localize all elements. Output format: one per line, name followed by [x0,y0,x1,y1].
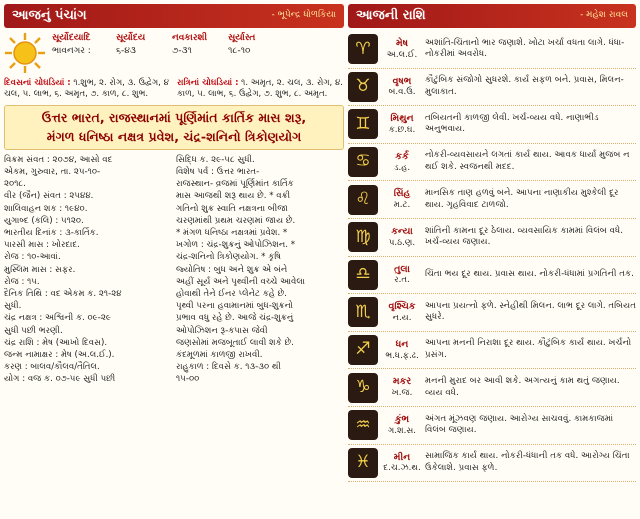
sun-icon [4,32,46,74]
panchang-line: યુગાબ્દ (કલિ) : ૫૧૨૦. [4,215,84,226]
panchang-line: હોવાથી તેને ઈનર પ્લેનેટ કહે છે. [176,288,288,299]
rashi-name: તુલા [394,263,410,275]
rashi-prediction: અંગત મૂંઝવણ જણાય. આરોગ્ય સાચવવું. કામકાજમાં વિલંબ જણાય. [425,413,614,436]
panchang-line: કરણ : બાલવ/કૌલવ/તૈતિલ. [4,362,100,373]
times-head-4: સૂર્યાસ્ત [228,33,256,43]
panchang-line: * મંગળ ધનિષ્ઠા નક્ષત્રમાં પ્રવેશ. * [176,227,288,238]
panchang-line: યોગ : વજ ક. ૦૭-૫૯ સુધી પછી [4,374,116,385]
panchang-line: ચંદ્ર નક્ષત્ર : અશ્વિની ક. ૦૯-૨૯ [4,313,111,324]
rashi-letters: બ.વ.ઉ. [388,87,416,98]
rashi-row [348,407,636,445]
rashi-letters: દ.ચ.ઝ.થ. [383,463,421,474]
choghadiya-block [4,78,344,99]
rashi-name-block [381,452,423,475]
night-choghadiya [177,78,344,99]
rashi-name: કર્ક [395,150,409,162]
panchang-body [4,154,344,386]
panchang-section [4,4,344,515]
rashi-name-block [381,151,423,174]
times-head-2: સૂર્યોદય [116,33,146,43]
panchang-line: પારસી માસ : ખોરદાદ. [4,240,80,251]
rashi-row [348,144,636,182]
panchang-column-a [4,154,170,386]
lion-icon: ♌ [348,185,378,215]
panchang-line: માસ આજથી શરૂ થાય છે. * વક્રી [176,191,291,202]
day-choghadiya-label: દિવસનાં ચોઘડિયાં : [4,78,71,88]
panchang-line: રોજ : ૧૦-આવાં. [4,252,61,263]
panchang-line: ચંદ્ર રાશિ : મેષ (આખો દિવસ). [4,337,108,348]
rashi-name-block [381,226,423,249]
rashi-name-block [381,38,423,61]
panchang-line: મુસ્લિમ માસ : સફર. [4,264,76,275]
panchang-line: ચંદ્ર-શનિનો ત્રિકોણયોગ. * કૃષિ [176,252,282,263]
panchang-line: જણસોમાં મજબૂતાઈ લાવી શકે છે. [176,337,294,348]
rashi-row [348,31,636,69]
night-choghadiya-text: ૧. અમૃત, ૨. ચલ, ૩. રોગ, ૪. કાળ, ૫. લાભ, ૬. ઉદ્વેગ, ૭. શુભ, ૮. અમૃત. [177,78,343,99]
panchang-line: શાલિવાહન શક : ૧૯૪૦. [4,203,88,214]
panchang-header [4,4,344,28]
panchang-line: સુધી પછી ભરણી. [4,325,63,336]
rashi-row [348,294,636,332]
rashi-row [348,332,636,370]
times-city: ભાવનગર : [52,46,91,57]
rashi-letters: ગ.શ.સ. [387,425,417,436]
crab-icon: ♋ [348,147,378,177]
rashi-row [348,106,636,144]
rashi-prediction: શાંતિની કામના દૂર ઠેલાય. વ્યવસાયિક કામમાં વિલંબ વધે. ખર્ચ-વ્યય જણાય. [425,225,624,248]
panchang-line: ગતિનો શુક્ર સ્વાતિ નક્ષત્રના બીજા [176,203,288,214]
rashi-prediction: આપના મનની નિરાશા દૂર થાય. કૌટુંબિક કાર્ય થાય. ખર્ચનો પ્રસંગ. [425,338,632,361]
panchang-line: રાજસ્થાન- વ્રજમાં પૂર્ણિમાંત કાર્તિક [176,179,294,190]
times-head-1: સૂર્યોદયાદિ [52,33,91,43]
rashi-header [348,4,636,28]
rashi-prediction: અશાંતિ-ચિંતાનો ભાર જણાશે. ખોટા ખર્ચા વધતા લાગે. ધંધા-નોકરીમાં અવરોધ. [425,37,625,60]
panchang-line: ઓપોઝિશન રૂ-કપાસ જેવી [176,325,268,336]
panchang-author: - ભૂપેન્દ્ર ધોળકિયા [271,10,336,21]
rashi-prediction: માનસિક તાણ હળવું બને. આપના નાણાકીય મુશ્કેલી દૂર થાય. ગૃહવિવાદ ટાળજો. [425,187,619,210]
panchang-line: વિશેષ પર્વ : ઉત્તર ભારત- [176,166,260,177]
rashi-name: ધન [395,338,409,350]
rashi-prediction: આપના પ્રયત્નો ફળે. સ્નેહીથી મિલન. લાભ દૂર લાગે. તબિયત સુધરે. [425,300,636,323]
rashi-letters: ર.ત. [394,275,410,286]
sun-times-table [46,32,344,76]
sun-times-block [4,32,344,76]
rashi-letters: મ.ટ. [393,200,411,211]
day-choghadiya [4,78,171,99]
rashi-row [348,257,636,295]
ram-icon: ♈ [348,34,378,64]
rashi-row [348,445,636,483]
twins-icon: ♊ [348,109,378,139]
panchang-line: પૃથ્વી પરના હવામાનમાં બુધ-શુક્રનો [176,301,294,312]
panchang-title: આજનું પંચાંગ [12,7,87,23]
rashi-name-block [381,301,423,324]
panchang-line: ૨૦૧૮. [4,179,26,190]
rashi-name: કન્યા [391,225,413,237]
night-choghadiya-label: રાત્રિનાં ચોઘડિયાં : [177,78,239,88]
archer-icon: ♐ [348,335,378,365]
rashi-name-block [381,414,423,437]
rashi-name: મીન [393,451,411,463]
panchang-line: વીર (જૈન) સંવત : ૨૫૪૪. [4,191,94,202]
panchang-headline [4,105,344,150]
rashi-name-block [381,376,423,399]
rashi-name-block [381,264,423,287]
rashi-letters: ક.છ.ઘ. [388,125,416,136]
panchang-line: સુધી. [4,301,22,312]
rashi-name-block [381,76,423,99]
panchang-line: દૈનિક તિથિ : વદ એકમ ક. ૨૧-૨૪ [4,288,122,299]
rashi-row [348,181,636,219]
panchang-line: વિક્રમ સંવત : ૨૦૭૪, આસો વદ [4,154,113,165]
rashi-name-block [381,188,423,211]
water-bearer-icon: ♒ [348,410,378,440]
sunset-time: ૧૮-૧૦ [228,46,251,57]
headline-line-1: ઉત્તર ભારત, રાજસ્થાનમાં પૂર્ણિમાંત કાર્તિક માસ શરૂ, [41,110,307,126]
panchang-line: રોજ : ૧૫. [4,276,40,287]
rashi-name: મિથુન [390,113,414,125]
panchang-line: એકમ, ગુરુવાર, તા. ૨૫-૧૦- [4,166,101,177]
fish-icon: ♓ [348,448,378,478]
rashi-name: કુંભ [394,413,410,425]
rashi-letters: ખ.જ. [391,388,413,399]
rashi-name: વૃશ્ચિક [388,301,416,313]
bull-icon: ♉ [348,72,378,102]
rashi-prediction: નોકરી-વ્યવસાયને લગતાં કાર્ય થાય. આવક ધાર્યા મુજબ ન થઈ શકે. સ્વજનથી મદદ. [425,150,630,173]
scales-icon: ♎ [348,260,378,290]
rashi-name-block [381,113,423,136]
panchang-line: ચરણમાંથી પ્રથમ ચરણમાં જાય છે. [176,215,296,226]
day-choghadiya-text: ૧.શુભ, ૨. રોગ, ૩. ઉદ્વેગ, ૪ ચલ, ૫. લાભ, ૬. અમૃત, ૭. કાળ, ૮. શુભ. [4,78,169,99]
panchang-column-b [176,154,344,386]
rashi-name-block [381,339,423,362]
rashi-row [348,369,636,407]
panchang-line: કંદમૂળમાં કાળજી રાખવી. [176,350,263,360]
rashi-name: મકર [392,376,412,388]
rashi-name: સિંહ [393,188,411,200]
panchang-line: અહીં સૂર્ય અને પૃથ્વીની વચ્ચે આવેલા [176,276,305,287]
panchang-line: સિદ્ધિ ક. ૨૯-૫૮ સુધી. [176,154,255,165]
rashi-row [348,219,636,257]
panchang-line: જન્મ નામાક્ષર : મેષ (અ.લ.ઈ.). [4,350,115,360]
rashi-author: - મહેશ રાવલ [580,10,628,21]
rashi-letters: પ.ઠ.ણ. [388,237,416,248]
panchang-line: ખગોળ : ચંદ્ર-શુક્રનું ઓપોઝિશન. * [176,240,296,251]
rashi-name: મેષ [395,37,409,49]
sunrise-time: ૬-૪૩ [116,46,136,57]
rashi-letters: ડ.હ. [393,162,411,173]
rashi-prediction: મનની મુરાદ બર આવી શકે. અગત્યનું કામ થતું જણાય. વ્યય વધે. [425,375,620,398]
rashi-name: વૃષભ [392,75,412,87]
rashi-letters: ભ.ધ.ફ.ઢ. [385,350,419,361]
panchang-line: રાહુકાળ : દિવસે ક. ૧૩-૩૦ થી [176,362,281,373]
navkarshi-time: ૭-૩૧ [172,46,192,57]
panchang-line: જ્યોતિષ : બુધ અને શુક્ર એ બંને [176,264,288,275]
rashi-section [348,4,636,515]
panchang-line: ભારતીય દિનાંક : ૩-કાર્તિક. [4,227,99,238]
rashi-letters: અ.લ.ઈ. [386,49,418,60]
rashi-prediction: ચિંતા ભય દૂર થાય. પ્રવાસ થાય. નોકરી-ધંધામાં પ્રગતિની તક. [425,268,634,279]
scorpion-icon: ♏ [348,297,378,327]
rashi-title: આજની રાશિ [356,7,426,23]
rashi-letters: ન.ય. [392,313,412,324]
rashi-list [348,31,636,482]
rashi-prediction: તબિયતની કાળજી લેવી. ખર્ચ-વ્યય વધે. નાણાભીડ અનુભવાય. [425,112,599,135]
rashi-prediction: સામાજિક કાર્ય થાય. નોકરી-ધંધાની તક વધે. આરોગ્ય ચિંતા ઉકેલાશે. પ્રવાસ ફળે. [425,451,630,473]
panchang-line: પ્રભાવ વધુ રહે છે. આજે ચંદ્ર-શુક્રનું [176,313,294,324]
headline-line-2: મંગળ ધનિષ્ઠા નક્ષત્ર પ્રવેશ, ચંદ્ર-શનિનો ત્રિકોણયોગ [46,128,302,144]
maiden-icon: ♍ [348,222,378,252]
rashi-row [348,69,636,107]
panchang-line: ૧૫-૦૦ [176,374,200,385]
times-head-3: નવકારશી [172,33,208,43]
goat-icon: ♑ [348,373,378,403]
rashi-prediction: કૌટુંબિક સંજોગો સુધરશે. કાર્ય સફળ બને. પ્રવાસ, મિલન-મુલાકાત. [425,75,624,97]
